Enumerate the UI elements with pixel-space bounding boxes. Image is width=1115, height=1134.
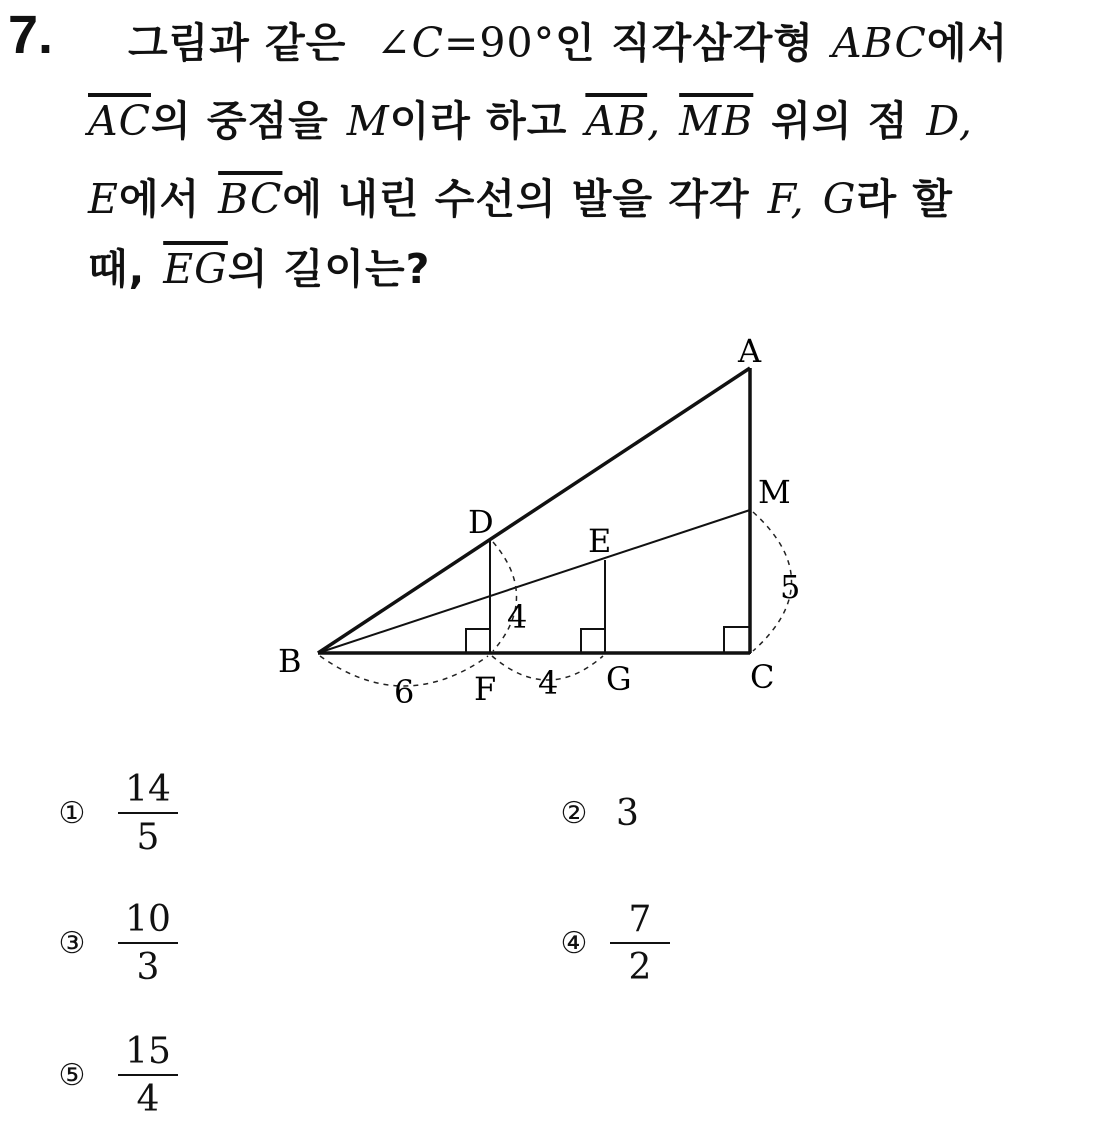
label-b: B <box>278 642 302 680</box>
degree-symbol: ° <box>533 19 556 67</box>
label-g: G <box>606 660 632 698</box>
text-segment: 그림과 같은 <box>128 19 347 67</box>
text-segment: 때, <box>88 245 146 293</box>
choice-1-fraction[interactable] <box>118 770 178 858</box>
measure-mc: 5 <box>780 568 801 606</box>
choice-2-marker: ② <box>560 796 588 831</box>
choice-3-denominator: 3 <box>136 947 160 988</box>
segment-ab: $\overline{AB}$ <box>585 97 648 145</box>
measure-bf: 6 <box>394 673 415 711</box>
label-f: F <box>474 670 497 708</box>
choice-4-fraction[interactable] <box>610 900 670 988</box>
text-segment: 에 내린 수선의 발을 각각 <box>282 175 750 223</box>
measure-df: 4 <box>507 598 528 636</box>
math-var: E <box>88 175 119 223</box>
choice-3-numerator: 10 <box>118 900 178 944</box>
choice-5-numerator: 15 <box>118 1032 178 1076</box>
text-segment: 이라 하고 <box>389 97 568 145</box>
math-var: M <box>346 97 390 145</box>
angle-symbol: ∠ <box>376 19 412 67</box>
math-var: ABC <box>832 19 927 67</box>
text-segment: 라 할 <box>856 175 953 223</box>
segment-ac: $\overline{AC}$ <box>88 97 151 145</box>
choice-4-numerator: 7 <box>610 900 670 944</box>
text-segment: 의 길이는? <box>227 245 431 293</box>
comma: , <box>958 97 973 145</box>
choice-1-numerator: 14 <box>118 770 178 814</box>
choice-4-denominator: 2 <box>628 947 652 988</box>
label-m: M <box>758 473 791 511</box>
math-var: G <box>822 175 857 223</box>
label-e: E <box>588 522 612 560</box>
question-number: 7. <box>8 5 54 65</box>
text-segment: 인 직각삼각형 <box>555 19 814 67</box>
text-segment: 위의 점 <box>771 97 909 145</box>
segment-bm <box>318 510 750 653</box>
comma: , <box>647 97 662 145</box>
choice-5-marker: ⑤ <box>58 1058 86 1093</box>
text-segment: 의 중점을 <box>150 97 329 145</box>
math-var: D <box>926 97 959 145</box>
right-angle-mark-f <box>466 629 490 653</box>
label-c: C <box>750 658 775 696</box>
choice-5-denominator: 4 <box>136 1079 160 1120</box>
math-var: F <box>767 175 791 223</box>
segment-eg: $\overline{EG}$ <box>163 245 228 293</box>
segment-bc: $\overline{BC}$ <box>218 175 283 223</box>
equals: = <box>444 19 480 67</box>
choice-1-denominator: 5 <box>136 817 160 858</box>
side-ab <box>318 368 750 653</box>
measure-fg: 4 <box>538 664 559 702</box>
choice-1-marker: ① <box>58 796 86 831</box>
right-angle-mark-g <box>581 629 605 653</box>
label-d: D <box>468 503 494 541</box>
text-segment: 에서 <box>926 19 1009 67</box>
choice-3-fraction[interactable] <box>118 900 178 988</box>
math-number: 90 <box>479 19 534 67</box>
choice-2-value[interactable]: 3 <box>616 793 639 834</box>
choice-5-fraction[interactable] <box>118 1032 178 1120</box>
choice-3-marker: ③ <box>58 926 86 961</box>
math-var: C <box>411 19 445 67</box>
label-a: A <box>738 332 762 370</box>
comma: , <box>790 175 805 223</box>
choice-4-marker: ④ <box>560 926 588 961</box>
segment-mb: $\overline{MB}$ <box>679 97 754 145</box>
text-segment: 에서 <box>118 175 201 223</box>
right-angle-mark-c <box>724 627 750 653</box>
